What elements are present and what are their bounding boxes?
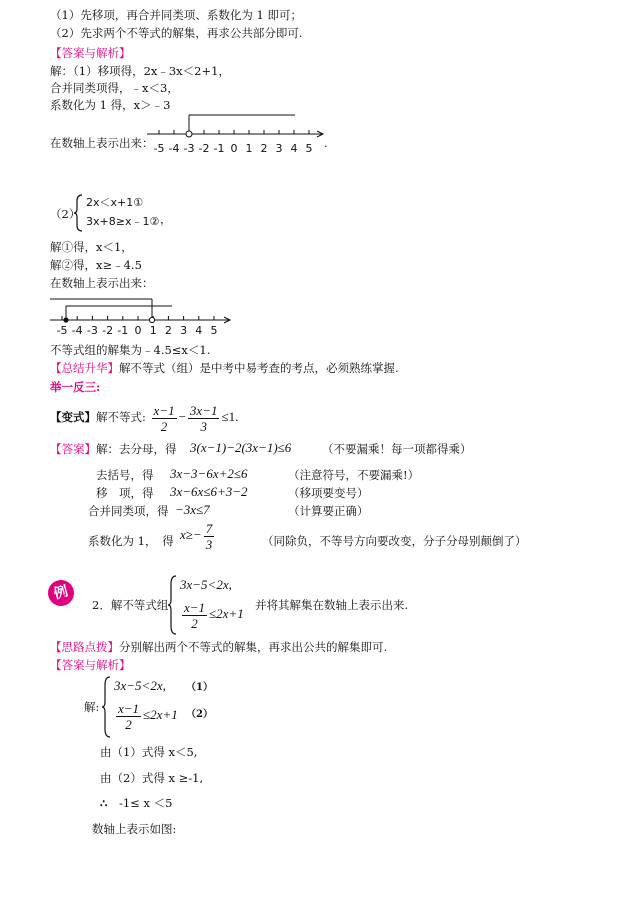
fraction-1: $\frac{x-1}{2}$ [153, 402, 175, 434]
example-badge: 例 [45, 577, 77, 609]
fraction-2: $\frac{3x-1}{3}$ [189, 402, 218, 434]
variant-tag: 【变式】 [50, 410, 96, 424]
solution-mark-2: （2） [186, 709, 213, 720]
step-4-label: 系数化为 1， 得 [88, 534, 174, 548]
axis-tick-label: -2 [198, 142, 210, 155]
system-inequality-1: 2x＜x+1① [86, 196, 144, 209]
question-suffix: 并将其解集在数轴上表示出来. [255, 598, 409, 612]
hint-line-2: （2）先求两个不等式的解集，再求公共部分即可. [50, 26, 303, 40]
answer-tag: 【答案与解析】 [50, 46, 131, 60]
solution-prefix: 解: [84, 700, 100, 714]
minus-sign: − [178, 409, 186, 424]
practice-title: 举一反三: [50, 380, 101, 394]
open-circle-marker [149, 317, 154, 322]
axis-tick-label: -3 [183, 142, 195, 155]
solution-step-4: 解①得，x＜1， [50, 240, 133, 254]
answer-tag-3: 【答案与解析】 [50, 658, 131, 672]
axis-tick-label: 3 [275, 142, 283, 155]
step-4-note: （同除负，不等号方向要改变，分子分母别颠倒了） [262, 534, 527, 548]
axis-tick-label: 4 [290, 142, 298, 155]
step-0-note: （不要漏乘！每一项都得乘） [322, 442, 472, 456]
step-1-expr: 3x−3−6x+2≤6 [170, 466, 248, 481]
number-line-caption-2: 在数轴上表示出来： [50, 276, 154, 290]
system-end: ， [160, 212, 172, 226]
solution-step-1: 解：（1）移项得，2x﹣3x＜2+1， [50, 64, 230, 78]
axis-tick-label: -4 [168, 142, 180, 155]
left-brace-icon [168, 575, 178, 635]
fraction-seven-thirds: $\frac{7}{3}$ [205, 520, 213, 552]
solution-mark-1: （1） [186, 682, 213, 693]
solution-fraction: $\frac{x-1}{2}$ [118, 700, 140, 732]
summary-text: 解不等式（组）是中考中易考查的考点，必须熟练掌握. [119, 361, 399, 375]
axis-tick-label: 2 [260, 142, 268, 155]
solution-inequality-1: 3x−5<2x, [114, 678, 166, 693]
axis-tick-label: -5 [56, 324, 68, 337]
result-1: 由（1）式得 x＜5, [100, 745, 198, 759]
hint-tag: 【思路点拨】 [50, 640, 119, 654]
question-prefix: 2．解不等式组 [92, 598, 169, 612]
step-0-label: 解：去分母，得 [96, 442, 177, 456]
axis-tick-label: 2 [164, 324, 172, 337]
axis-tick-label: -2 [102, 324, 114, 337]
axis-tick-label: 4 [195, 324, 203, 337]
closed-circle-marker [63, 317, 68, 322]
solution-inequality-2: ≤2x+1 [143, 707, 178, 722]
open-circle-marker [186, 131, 192, 137]
axis-tick-label: -4 [71, 324, 83, 337]
step-2-note: （移项要变号） [288, 486, 369, 500]
system-label: （2） [50, 207, 81, 221]
solution-step-3: 系数化为 1 得，x＞﹣3 [50, 98, 171, 112]
variant-text: 解不等式: [96, 410, 146, 424]
axis-tick-label: -5 [153, 142, 165, 155]
question-inequality-2: ≤2x+1 [209, 606, 244, 621]
step-0-expr: 3(x−1)−2(3x−1)≤6 [190, 440, 292, 455]
axis-tick-label: 1 [149, 324, 157, 337]
step-2-label: 移 项，得 [96, 486, 154, 500]
leq-one: ≤1. [221, 409, 239, 424]
result-4: 数轴上表示如图: [92, 822, 177, 836]
axis-tick-label: 3 [180, 324, 188, 337]
axis-tick-label: 5 [210, 324, 218, 337]
hint-text: 分别解出两个不等式的解集，再求出公共的解集即可. [119, 640, 388, 654]
system-inequality-2: 3x+8≥x﹣1② [86, 215, 160, 228]
axis-tick-label: 0 [134, 324, 142, 337]
axis-tick-label: 5 [305, 142, 313, 155]
step-3-label: 合并同类项，得 [88, 504, 169, 518]
question-inequality-1: 3x−5<2x, [180, 577, 232, 592]
step-2-expr: 3x−6x≤6+3−2 [170, 484, 248, 499]
number-line-1 [145, 110, 345, 158]
number-line-2 [48, 292, 238, 340]
step-4-prefix: x≥− [180, 527, 202, 542]
axis-tick-label: -1 [117, 324, 129, 337]
left-brace-icon [74, 194, 84, 232]
step-1-note: （注意符号，不要漏乘!） [288, 468, 420, 482]
answer-tag-2: 【答案】 [50, 442, 96, 456]
axis-tick-label: 0 [230, 142, 238, 155]
axis-tick-label: 1 [245, 142, 253, 155]
result-3: -1≤ x ＜5 [118, 796, 173, 810]
step-1-label: 去括号，得 [96, 468, 154, 482]
step-3-expr: −3x≤7 [175, 502, 210, 517]
solution-step-2: 合并同类项得，﹣x＜3， [50, 81, 179, 95]
result-2: 由（2）式得 x ≥-1, [100, 771, 204, 785]
left-brace-icon [102, 676, 112, 738]
number-line-caption-end: . [324, 136, 328, 150]
number-line-caption-1: 在数轴上表示出来： [50, 136, 154, 150]
question-fraction: $\frac{x-1}{2}$ [184, 599, 206, 631]
solution-set: 不等式组的解集为﹣4.5≤x＜1. [50, 343, 211, 357]
axis-tick-label: -1 [213, 142, 225, 155]
hint-line-1: （1）先移项，再合并同类项、系数化为 1 即可； [50, 8, 302, 22]
step-3-note: （计算要正确） [288, 504, 369, 518]
summary-tag: 【总结升华】 [50, 361, 119, 375]
solution-step-5: 解②得，x≥﹣4.5 [50, 258, 142, 272]
therefore-icon: ∴ [100, 796, 108, 810]
axis-tick-label: -3 [86, 324, 98, 337]
